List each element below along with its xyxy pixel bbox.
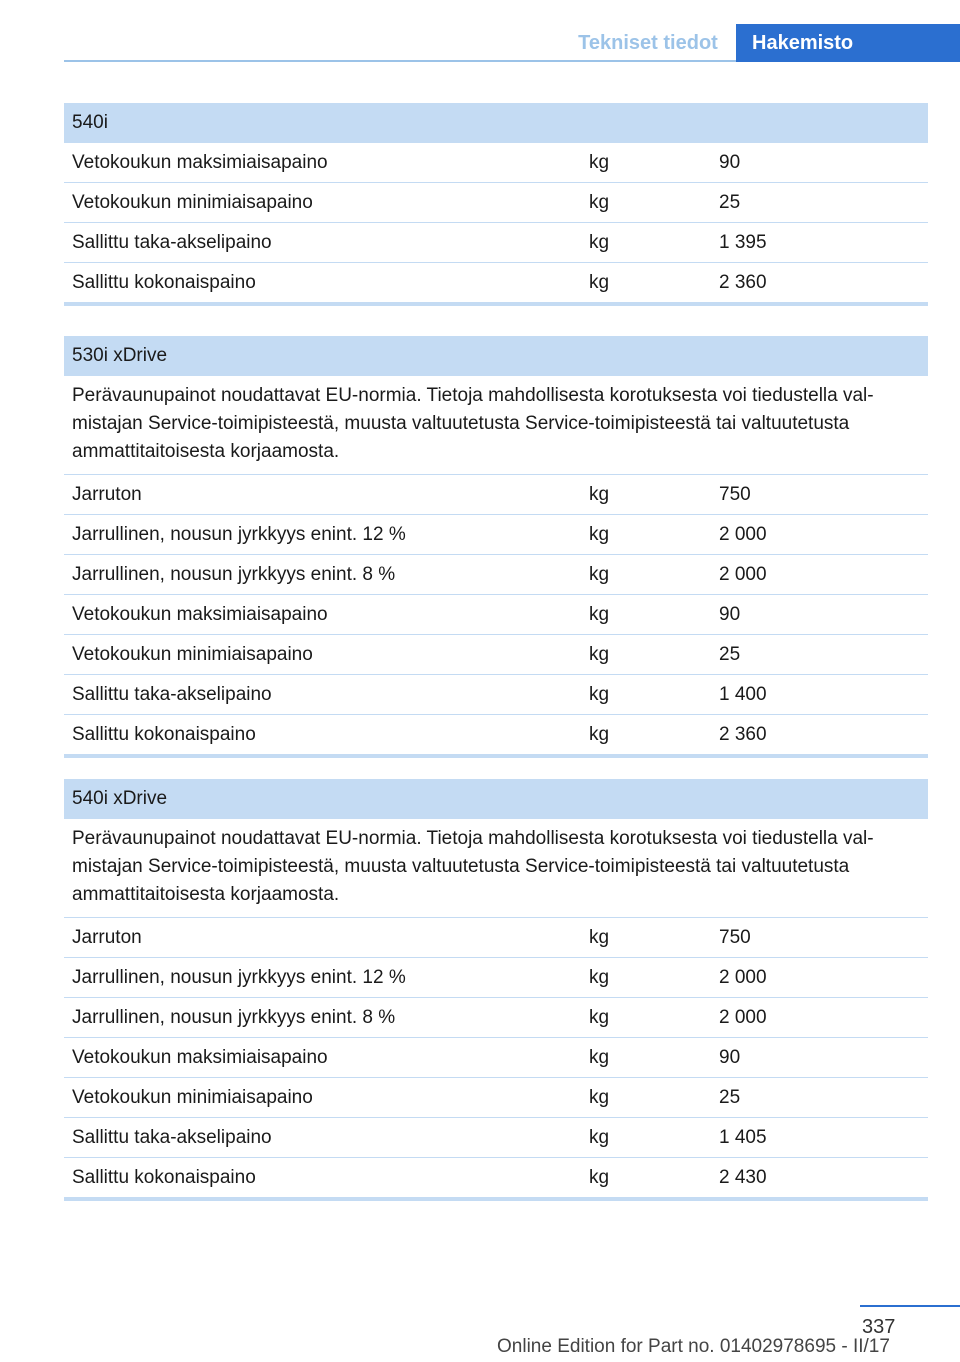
table-title: 540i (64, 103, 928, 143)
table-body (64, 143, 928, 306)
row-unit: kg (589, 644, 610, 665)
table-row (64, 1118, 928, 1158)
row-unit: kg (589, 1047, 610, 1068)
table-540i (64, 103, 928, 306)
row-unit: kg (589, 484, 610, 505)
table-540i-xdrive (64, 779, 928, 1201)
row-value: 2 000 (719, 1007, 767, 1028)
row-unit: kg (589, 1087, 610, 1108)
row-label: Sallittu kokonaispaino (72, 724, 256, 745)
row-unit: kg (589, 1007, 610, 1028)
row-unit: kg (589, 192, 610, 213)
row-value: 90 (719, 152, 741, 173)
row-value: 750 (719, 484, 751, 505)
row-unit: kg (589, 604, 610, 625)
row-unit: kg (589, 564, 610, 585)
row-value: 25 (719, 644, 741, 665)
row-label: Sallittu taka-akselipaino (72, 684, 272, 705)
table-530i-xdrive (64, 336, 928, 758)
table-body (64, 475, 928, 758)
row-label: Sallittu kokonaispaino (72, 272, 256, 293)
table-body (64, 918, 928, 1201)
row-value: 2 360 (719, 272, 767, 293)
row-unit: kg (589, 927, 610, 948)
edition-text: Online Edition for Part no. 01402978695 - II/17 (497, 1336, 890, 1357)
row-label: Sallittu taka-akselipaino (72, 232, 272, 253)
table-row (64, 555, 928, 595)
table-row (64, 1078, 928, 1118)
row-label: Jarrullinen, nousun jyrkkyys enint. 8 % (72, 1007, 396, 1028)
footer-rule (860, 1305, 960, 1307)
tab-tekniset-tiedot[interactable]: Tekniset tiedot (578, 32, 718, 54)
row-label: Sallittu kokonaispaino (72, 1167, 256, 1188)
page-number: 337 (862, 1316, 896, 1338)
table-note: Perävaunupainot noudattavat EU-normia. Tietoja mahdollisesta korotuksesta voi tiedustella val-mistajan Service-toimipisteestä, muusta valtuutetusta Service-toimipisteestä tai valtuutetusta ammattitaitoisesta korjaamosta. (64, 376, 928, 475)
row-label: Vetokoukun maksimiaisapaino (72, 152, 328, 173)
table-row (64, 635, 928, 675)
row-value: 1 400 (719, 684, 767, 705)
row-unit: kg (589, 967, 610, 988)
row-value: 2 000 (719, 524, 767, 545)
row-unit: kg (589, 724, 610, 745)
row-label: Vetokoukun minimiaisapaino (72, 192, 313, 213)
row-label: Sallittu taka-akselipaino (72, 1127, 272, 1148)
row-unit: kg (589, 524, 610, 545)
table-note: Perävaunupainot noudattavat EU-normia. Tietoja mahdollisesta korotuksesta voi tiedustella val-mistajan Service-toimipisteestä, muusta valtuutetusta Service-toimipisteestä tai valtuutetusta ammattitaitoisesta korjaamosta. (64, 819, 928, 918)
table-row (64, 918, 928, 958)
table-row (64, 675, 928, 715)
table-row (64, 263, 928, 306)
row-unit: kg (589, 232, 610, 253)
row-value: 2 000 (719, 967, 767, 988)
row-label: Vetokoukun minimiaisapaino (72, 1087, 313, 1108)
row-label: Jarruton (72, 927, 142, 948)
row-unit: kg (589, 1167, 610, 1188)
row-unit: kg (589, 1127, 610, 1148)
table-title: 530i xDrive (64, 336, 928, 376)
row-value: 2 360 (719, 724, 767, 745)
row-label: Vetokoukun maksimiaisapaino (72, 1047, 328, 1068)
row-value: 25 (719, 1087, 741, 1108)
row-label: Vetokoukun maksimiaisapaino (72, 604, 328, 625)
row-value: 90 (719, 1047, 741, 1068)
table-row (64, 223, 928, 263)
row-label: Jarrullinen, nousun jyrkkyys enint. 8 % (72, 564, 396, 585)
table-row (64, 515, 928, 555)
table-row (64, 1158, 928, 1201)
table-row (64, 998, 928, 1038)
row-label: Jarrullinen, nousun jyrkkyys enint. 12 % (72, 524, 406, 545)
table-row (64, 475, 928, 515)
row-unit: kg (589, 684, 610, 705)
tab-hakemisto[interactable]: Hakemisto (736, 24, 960, 62)
row-label: Jarruton (72, 484, 142, 505)
row-label: Jarrullinen, nousun jyrkkyys enint. 12 % (72, 967, 406, 988)
row-value: 2 000 (719, 564, 767, 585)
table-row (64, 595, 928, 635)
row-value: 1 395 (719, 232, 767, 253)
table-title: 540i xDrive (64, 779, 928, 819)
row-label: Vetokoukun minimiaisapaino (72, 644, 313, 665)
row-value: 1 405 (719, 1127, 767, 1148)
row-unit: kg (589, 272, 610, 293)
table-row (64, 958, 928, 998)
table-row (64, 715, 928, 758)
row-value: 2 430 (719, 1167, 767, 1188)
row-value: 90 (719, 604, 741, 625)
table-row (64, 183, 928, 223)
table-row (64, 1038, 928, 1078)
row-unit: kg (589, 152, 610, 173)
row-value: 25 (719, 192, 741, 213)
table-row (64, 143, 928, 183)
row-value: 750 (719, 927, 751, 948)
